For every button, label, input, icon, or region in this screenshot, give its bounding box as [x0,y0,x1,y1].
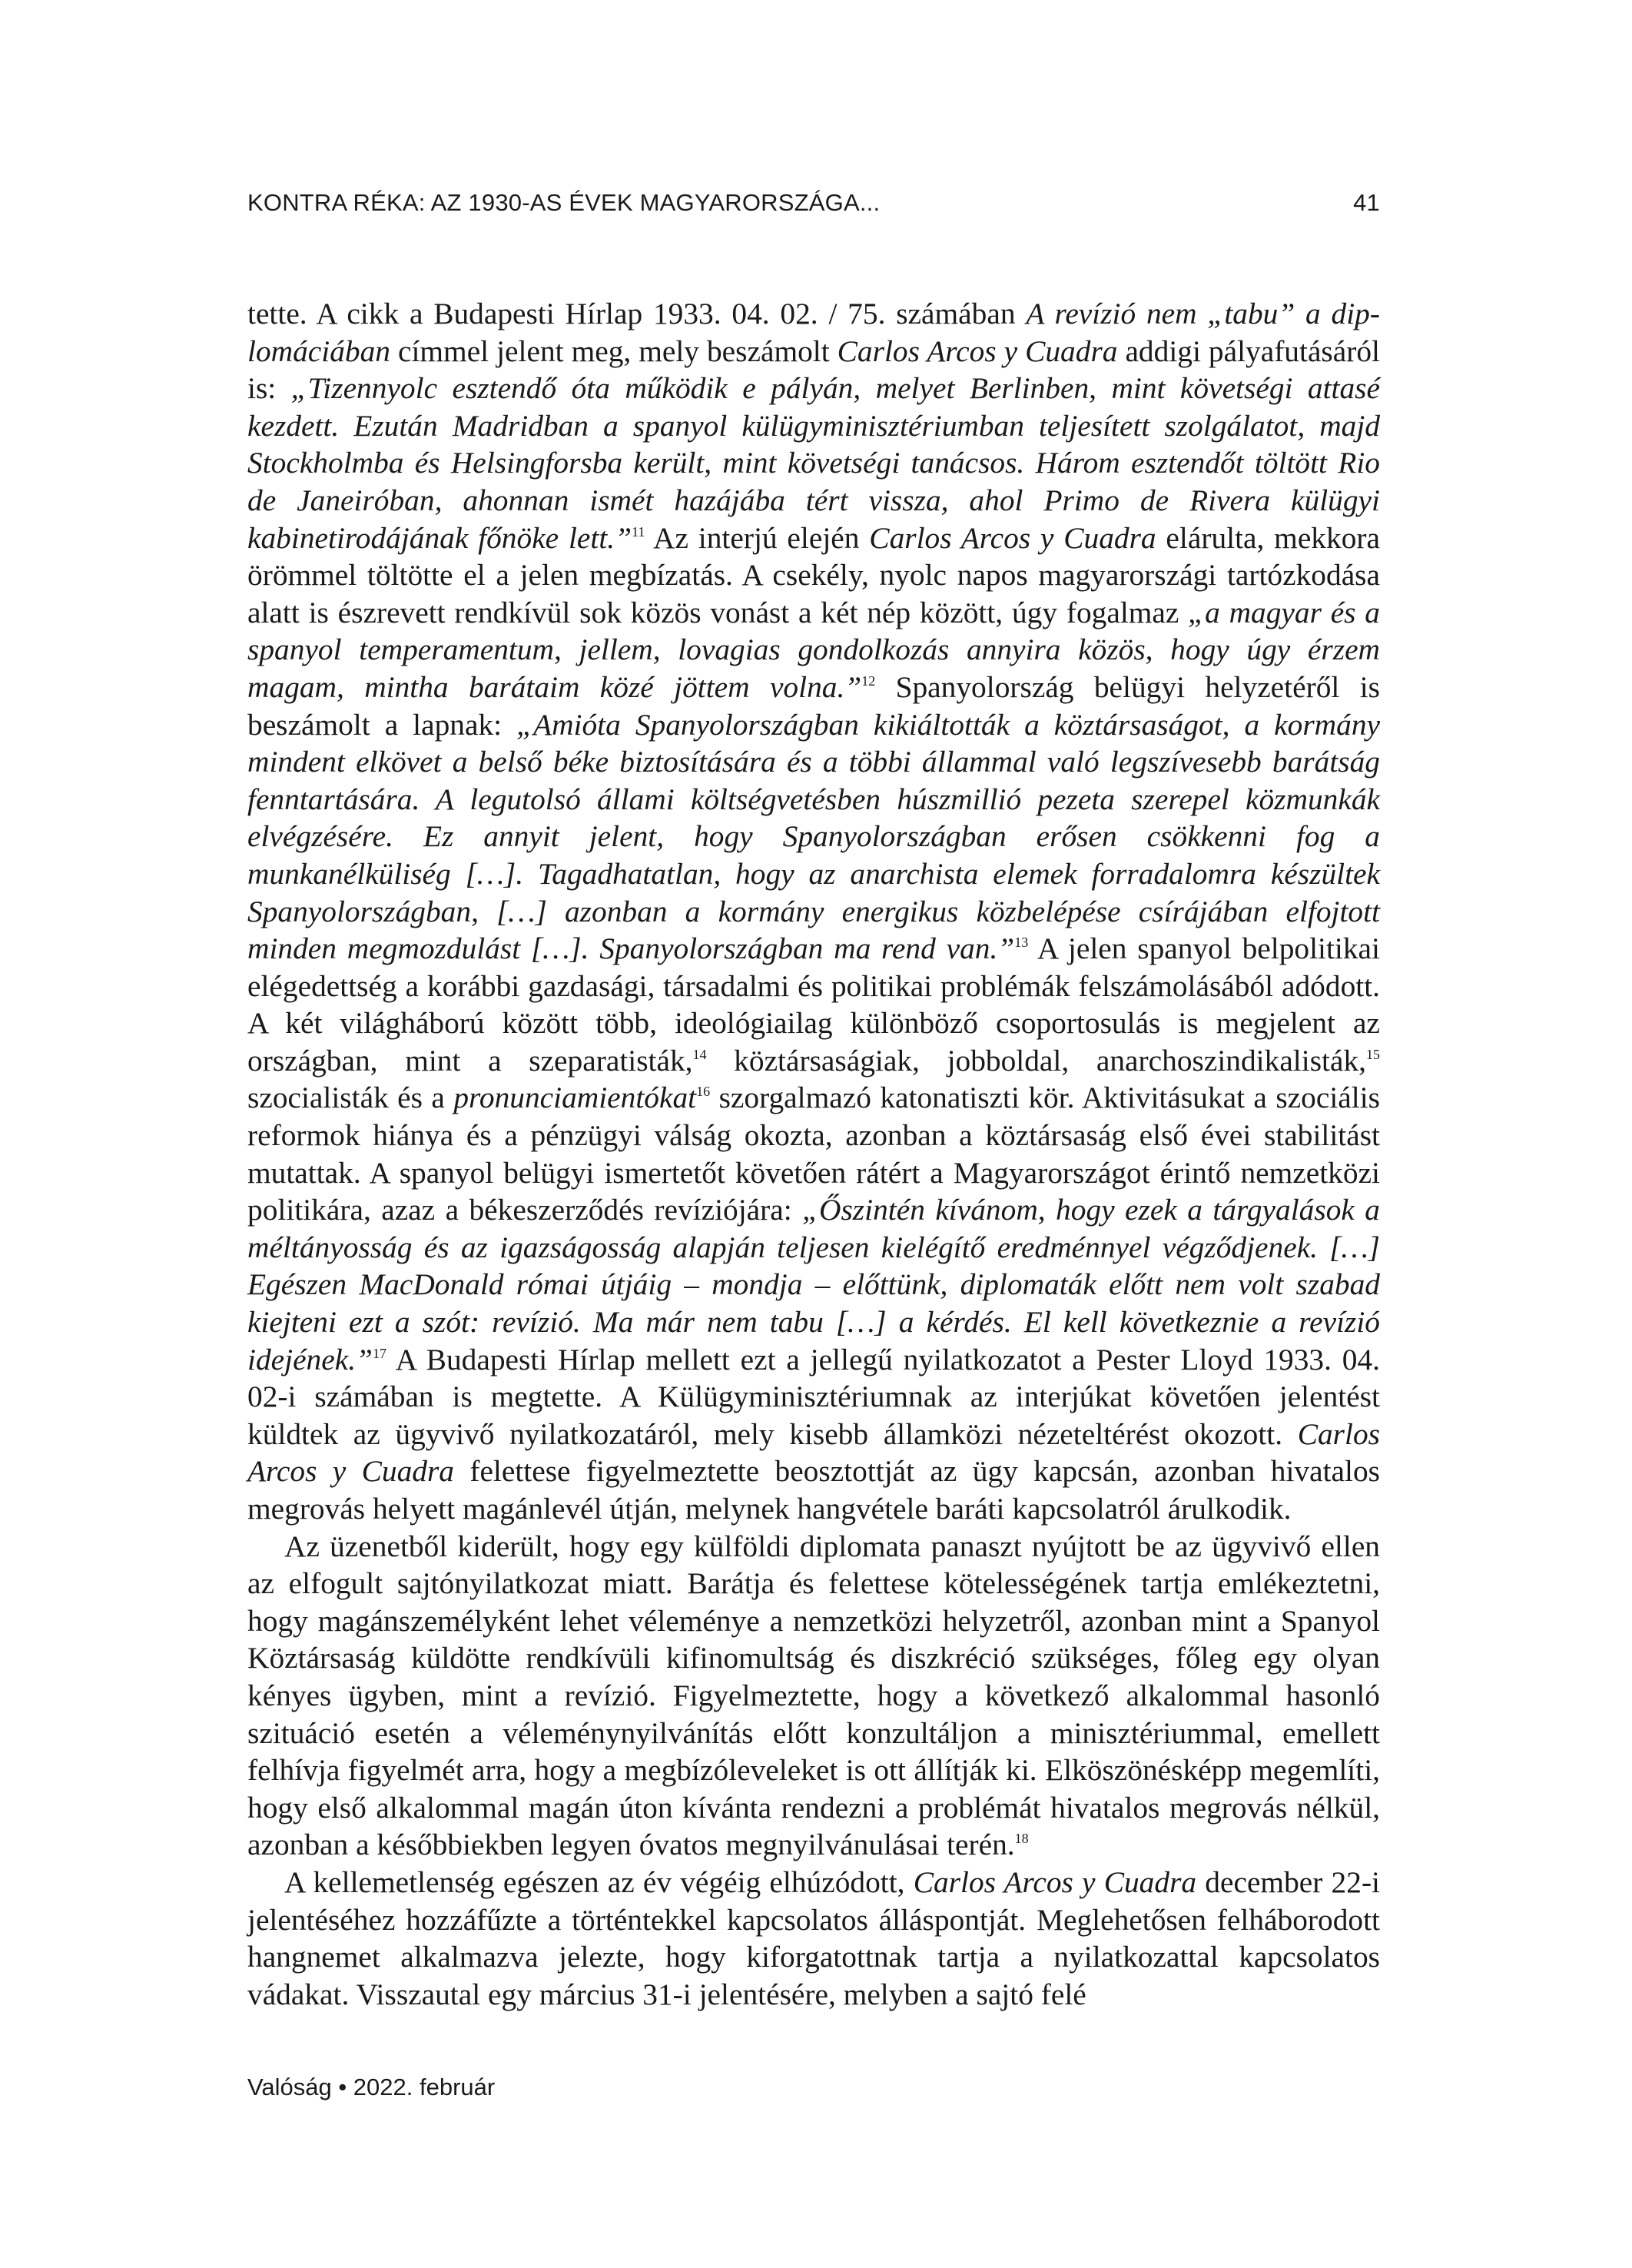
text-run: addigi pályafutásáról is: [247,334,1381,406]
italic-run: „a magyar és a spanyol temperamentum, jellem, lovagias gondolkozás annyira közös, hogy úgy érzem magam, mintha barátaim közé jöttem volna.” [247,595,1381,704]
text-run: címmel jelent meg, mely beszámolt [390,334,838,368]
italic-run: „Őszintén kívánom, hogy ezek a tárgyalások a méltányosság és az igazságosság alapján teljesen kielégítő eredménnyel végződjenek. […] Egészen MacDonald római útjáig – mondja – előttünk, diplomaták előtt nem volt szabad kiejteni ezt a szót: revízió. Ma már nem tabu […] a kérdés. El kell következnie a revízió idejének.” [247,1193,1380,1376]
text-run: Az interjú elején [645,520,870,555]
paragraph-3 [247,1864,1380,2013]
text-run: felettese figyelmeztette beosztottját az ügy kapcsán, azonban hivatalos megrovás helyett magánlevél útján, melynek hangvétele baráti kapcsolatról árulkodik. [247,1454,1380,1526]
running-header [247,189,1380,220]
footnote-ref: 16 [696,1084,711,1100]
footnote-ref: 17 [372,1345,386,1361]
footnote-ref: 18 [1014,1831,1029,1847]
running-title: KONTRA RÉKA: AZ 1930-AS ÉVEK MAGYARORSZÁGA... [247,189,881,216]
text-run: A jelen spanyol belpolitikai elégedettség a korábbi gazdasági, társadalmi és politikai problémák felszámolásából adódott. A két világháború között több, ideológiailag különböző csoportosulás is megjelent az országban, mint a szeparatisták, [247,931,1380,1078]
italic-run: Carlos Arcos y Cuadra [837,334,1118,368]
article-body [247,295,1380,2013]
italic-run: „Amióta Spanyolországban kikiáltották a köztársaságot, a kormány mindent elkövet a belső béke biztosítására és a többi állammal való legszívesebb barátság fenntartására. A legutolsó állami költségvetésben húszmillió pezeta szerepel közmunkák elvégzésére. Ez annyit jelent, hogy Spanyolországban erősen csökkenni fog a munkanélküliség […]. Tagadhatatlan, hogy az anarchista elemek forradalomra készültek Spanyolországban, […] azonban a kormány energikus közbelépése csírájában elfojtott minden megmozdulást […]. Spanyolországban ma rend van.” [247,707,1380,966]
footnote-ref: 14 [692,1046,707,1062]
footnote-ref: 13 [1014,935,1029,951]
text-run: szocialisták és a [247,1081,454,1115]
italic-run: Carlos Arcos y Cuadra [869,520,1156,555]
italic-run: Carlos Arcos y Cuadra [913,1865,1197,1899]
paragraph-1 [247,295,1380,1528]
text-run: A kellemetlenség egészen az év végéig elhúzódott, [284,1865,914,1899]
footnote-ref: 15 [1366,1046,1380,1062]
journal-footer: Valóság • 2022. február [247,2074,496,2100]
italic-run: A revízió nem „tabu” a diplomáciában [247,297,1380,368]
italic-run: „Tizennyolc esztendő óta működik e pályán, melyet Berlinben, mint követségi attasé kezdett. Ezután Madridban a spanyol külügyminisztériumban teljesített szolgálatot, majd Stockholmba és Helsingforsba került, mint követségi tanácsos. Három esztendőt töltött Rio de Janeiróban, ahonnan ismét hazájába tért vissza, ahol Primo de Rivera külügyi kabinetirodájának főnöke lett.” [247,371,1380,555]
text-run: Az üzenetből kiderült, hogy egy külföldi diplomata panaszt nyújtott be az ügyvivő ellen az elfogult sajtónyilatkozat miatt. Barátja és felettese kötelességének tartja emlékeztetni, hogy magánszemélyként lehet véleménye a nemzetközi helyzetről, azonban mint a Spanyol Köztársaság küldötte rendkívüli kifinomultság és diszkréció szükséges, főleg egy olyan kényes ügyben, mint a revízió. Figyelmeztette, hogy a következő alkalommal hasonló szituáció esetén a véleménynyilvánítás előtt konzultáljon a minisztériummal, emellett felhívja figyelmét arra, hogy a megbízóleveleket is ott állítják ki. Elköszönésképp megemlíti, hogy első alkalommal magán úton kívánta rendezni a problémát hivatalos megrovás nélkül, azonban a későbbiekben legyen óvatos megnyilvánulásai terén. [247,1529,1380,1862]
paragraph-2 [247,1528,1380,1864]
footnote-ref: 12 [861,672,876,689]
text-run: Spanyolország belügyi helyzetéről is beszámolt a lapnak: [247,669,1380,742]
footnote-ref: 11 [632,523,645,540]
text-run: szorgalmazó katonatiszti kör. Aktivitásukat a szociális reformok hiánya és a pénzügyi válság okozta, azonban a köztársaság első évei stabilitást mutattak. A spanyol belügyi ismertetőt követően rátért a Magyarországot érintő nemzetközi politikára, azaz a békeszerződés revíziójára: [247,1081,1380,1227]
text-run: tette. A cikk a Budapesti Hírlap 1933. 04. 02. / 75. számában [247,297,1027,330]
italic-run: pronunciamientókat [453,1081,697,1115]
text-run: december 22-i jelentéséhez hozzáfűzte a történtekkel kapcsolatos álláspontját. Meglehetősen felháborodott hangnemet alkalmazva jelezte, hogy kiforgatottnak tartja a nyilatkozattal kapcsolatos vádakat. Visszautal egy március 31-i jelentésére, melyben a sajtó felé [247,1865,1381,2011]
page-number: 41 [1353,189,1380,216]
text-run: elárulta, mekkora örömmel töltötte el a jelen megbízatás. A csekély, nyolc napos magyarországi tartózkodása alatt is észrevett rendkívül sok közös vonást a két nép között, úgy fogalmaz [247,520,1380,629]
text-run: A Budapesti Hírlap mellett ezt a jellegű nyilatkozatot a Pester Lloyd 1933. 04. 02-i számában is megtette. A Külügyminisztériumnak az interjúkat követően jelentést küldtek az ügyvivő nyilatkozatáról, mely kisebb államközi nézeteltérést okozott. [247,1342,1380,1451]
text-run: köztársaságiak, jobboldal, anarchoszindikalisták, [706,1043,1366,1078]
italic-run: Carlos Arcos y Cuadra [247,1416,1380,1489]
